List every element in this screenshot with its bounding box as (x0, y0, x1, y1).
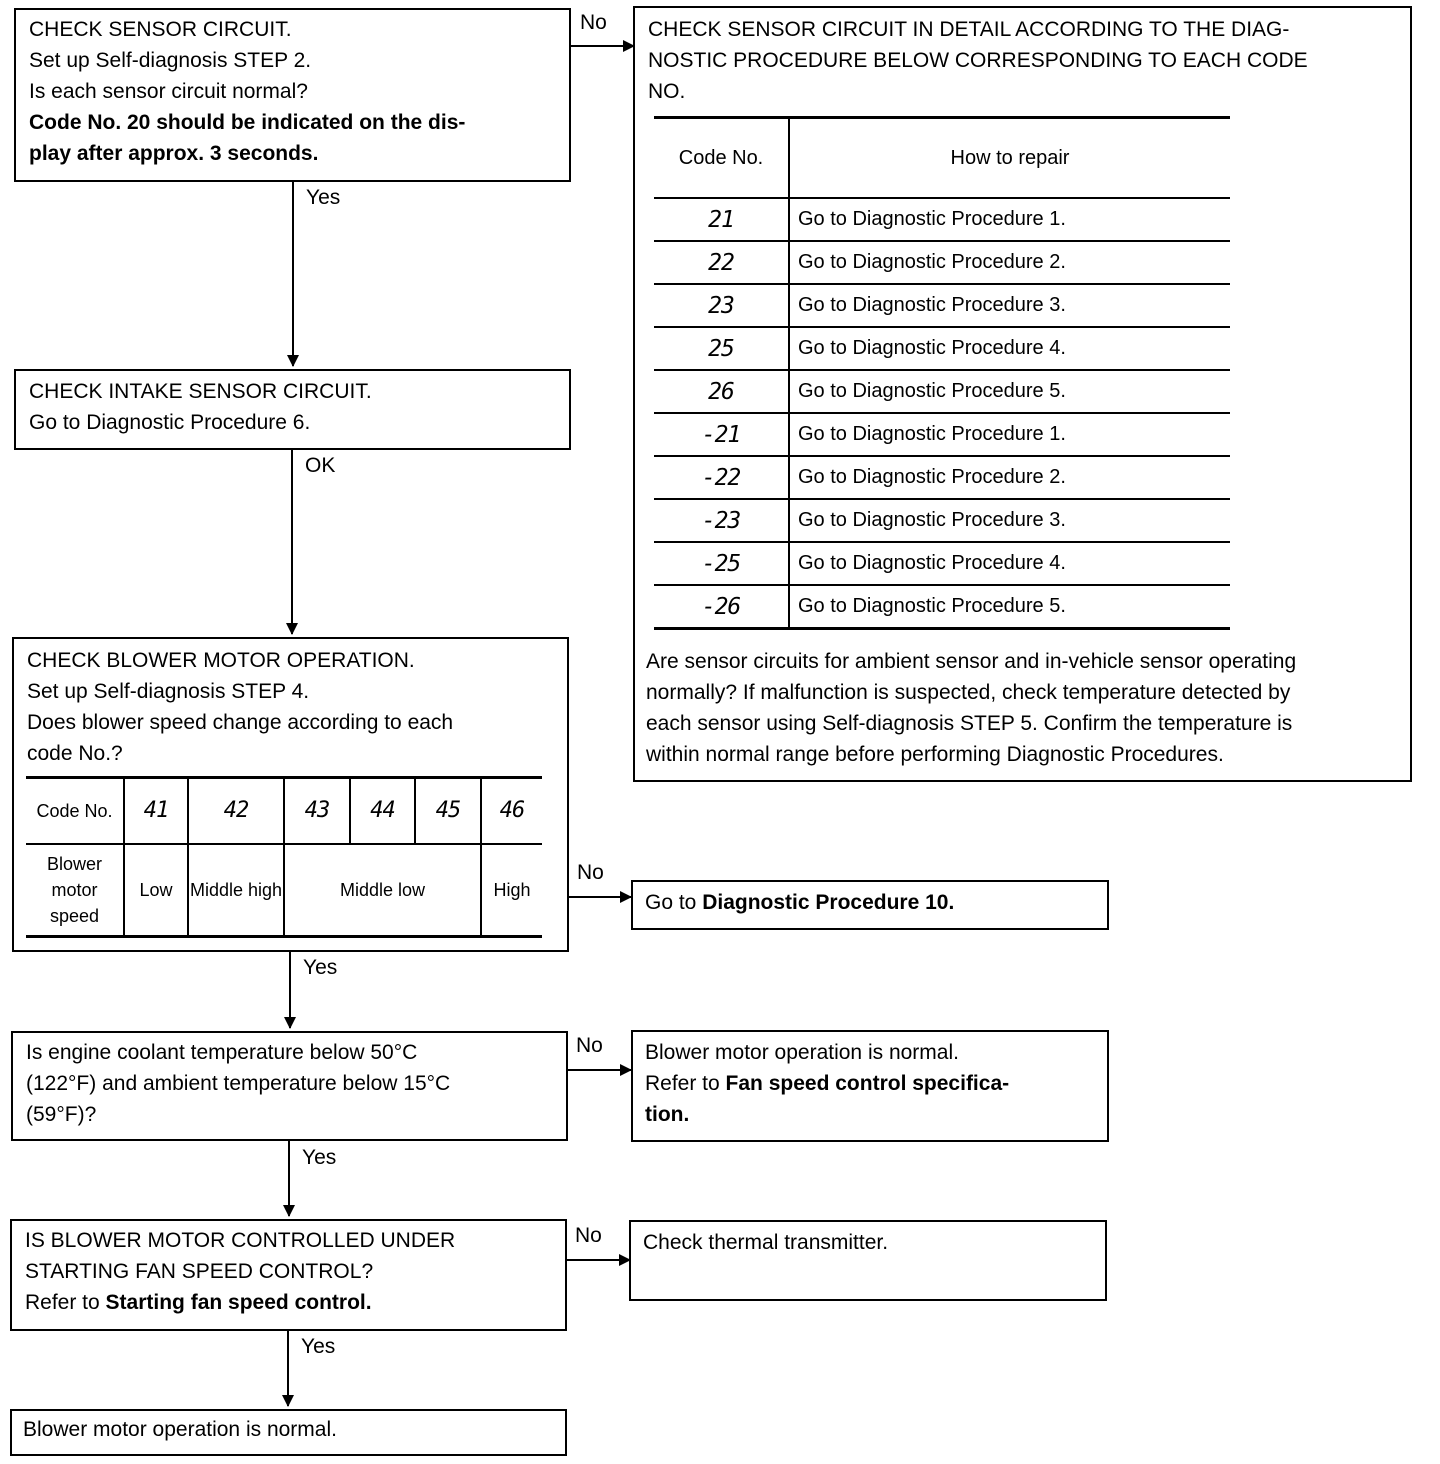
speed-header-cell: Blower motor speed (26, 844, 124, 937)
code-cell: -26 (654, 585, 789, 629)
code-cell: 21 (654, 198, 789, 241)
box-line: Go to Diagnostic Procedure 6. (29, 411, 311, 434)
box-line: code No.? (27, 742, 123, 765)
box-line: Blower motor operation is normal. (23, 1418, 337, 1441)
code-cell: -23 (654, 499, 789, 542)
table-header-repair: How to repair (789, 118, 1230, 199)
label-no: No (576, 1034, 603, 1057)
code-cell: 25 (654, 327, 789, 370)
table-row (654, 413, 1230, 456)
box-line: Is engine coolant temperature below 50°C (26, 1041, 418, 1064)
table-row (654, 370, 1230, 413)
box-line: Set up Self-diagnosis STEP 2. (29, 49, 312, 72)
code-cell: 43 (284, 778, 350, 845)
text-bold: Diagnostic Procedure 10. (702, 891, 955, 914)
label-no: No (575, 1224, 602, 1247)
code-cell: 23 (654, 284, 789, 327)
code-row (26, 778, 542, 845)
blower-normal-fan-spec-box (631, 1030, 1109, 1142)
box-line: STARTING FAN SPEED CONTROL? (25, 1260, 374, 1283)
speed-cell: Low (124, 844, 188, 937)
table-row (654, 542, 1230, 585)
table-header-code: Code No. (654, 118, 789, 199)
box-line: (122°F) and ambient temperature below 15°C (26, 1072, 451, 1095)
text-bold: Starting fan speed control. (105, 1291, 372, 1314)
text-prefix: Go to (645, 891, 703, 914)
box-note: within normal range before performing Diagnostic Procedures. (646, 743, 1224, 766)
box-line: NO. (648, 80, 686, 103)
box-line: (59°F)? (26, 1103, 97, 1126)
box-line (645, 1068, 1009, 1099)
table-row (654, 585, 1230, 629)
code-repair-table (654, 116, 1230, 630)
code-cell: 44 (350, 778, 415, 845)
code-cell: -21 (654, 413, 789, 456)
code-cell: -25 (654, 542, 789, 585)
thermal-transmitter-box (629, 1220, 1107, 1301)
code-cell: 45 (415, 778, 481, 845)
code-cell: -22 (654, 456, 789, 499)
label-no: No (577, 861, 604, 884)
blower-normal-final-box (10, 1409, 567, 1456)
table-row (654, 241, 1230, 284)
code-cell: 22 (654, 241, 789, 284)
table-row (654, 198, 1230, 241)
box-line: Is each sensor circuit normal? (29, 80, 308, 103)
box-line: Set up Self-diagnosis STEP 4. (27, 680, 310, 703)
repair-cell: Go to Diagnostic Procedure 5. (789, 370, 1230, 413)
repair-cell: Go to Diagnostic Procedure 4. (789, 327, 1230, 370)
table-row (654, 327, 1230, 370)
speed-cell: Middle low (284, 844, 481, 937)
box-note: Are sensor circuits for ambient sensor and in-vehicle sensor operating (646, 650, 1297, 673)
table-row (654, 456, 1230, 499)
starting-fan-speed-box (10, 1219, 567, 1331)
box-line: tion. (645, 1103, 690, 1126)
code-cell: 26 (654, 370, 789, 413)
intake-sensor-box (14, 369, 571, 450)
box-line: Code No. 20 should be indicated on the dis- (29, 111, 466, 134)
text-bold: Fan speed control specifica- (725, 1072, 1010, 1095)
check-sensor-circuit-box (14, 8, 571, 182)
text-prefix: Refer to (645, 1072, 726, 1095)
diagnostic-procedure-10-box (631, 880, 1109, 930)
label-yes: Yes (301, 1335, 336, 1358)
box-line: Blower motor operation is normal. (645, 1041, 959, 1064)
repair-cell: Go to Diagnostic Procedure 3. (789, 284, 1230, 327)
box-line: IS BLOWER MOTOR CONTROLLED UNDER (25, 1229, 456, 1252)
repair-cell: Go to Diagnostic Procedure 1. (789, 198, 1230, 241)
box-note: normally? If malfunction is suspected, check temperature detected by (646, 681, 1291, 704)
text-prefix: Refer to (25, 1291, 106, 1314)
box-line: play after approx. 3 seconds. (29, 142, 319, 165)
repair-cell: Go to Diagnostic Procedure 5. (789, 585, 1230, 629)
speed-row (26, 844, 542, 937)
label-yes: Yes (303, 956, 338, 979)
box-line: CHECK SENSOR CIRCUIT. (29, 18, 292, 41)
code-cell: 46 (481, 778, 542, 845)
coolant-temperature-box (11, 1031, 568, 1141)
blower-speed-table (26, 776, 542, 938)
repair-cell: Go to Diagnostic Procedure 2. (789, 241, 1230, 284)
box-line: CHECK BLOWER MOTOR OPERATION. (27, 649, 415, 672)
speed-cell: Middle high (188, 844, 284, 937)
speed-cell: High (481, 844, 542, 937)
box-line: Check thermal transmitter. (643, 1231, 889, 1254)
label-yes: Yes (306, 186, 341, 209)
repair-cell: Go to Diagnostic Procedure 4. (789, 542, 1230, 585)
box-line (645, 887, 954, 918)
code-cell: 41 (124, 778, 188, 845)
box-line: CHECK INTAKE SENSOR CIRCUIT. (29, 380, 372, 403)
box-note: each sensor using Self-diagnosis STEP 5. Confirm the temperature is (646, 712, 1293, 735)
repair-cell: Go to Diagnostic Procedure 3. (789, 499, 1230, 542)
table-row (654, 284, 1230, 327)
box-line: NOSTIC PROCEDURE BELOW CORRESPONDING TO EACH CODE (648, 49, 1308, 72)
repair-cell: Go to Diagnostic Procedure 2. (789, 456, 1230, 499)
code-cell: 42 (188, 778, 284, 845)
label-yes: Yes (302, 1146, 337, 1169)
box-line: Does blower speed change according to each (27, 711, 454, 734)
repair-cell: Go to Diagnostic Procedure 1. (789, 413, 1230, 456)
label-ok: OK (305, 454, 336, 477)
table-header-row (654, 118, 1230, 199)
box-line (25, 1287, 372, 1318)
label-no: No (580, 11, 607, 34)
box-line: CHECK SENSOR CIRCUIT IN DETAIL ACCORDING TO THE DIAG- (648, 18, 1290, 41)
code-header-cell: Code No. (26, 778, 124, 845)
table-row (654, 499, 1230, 542)
